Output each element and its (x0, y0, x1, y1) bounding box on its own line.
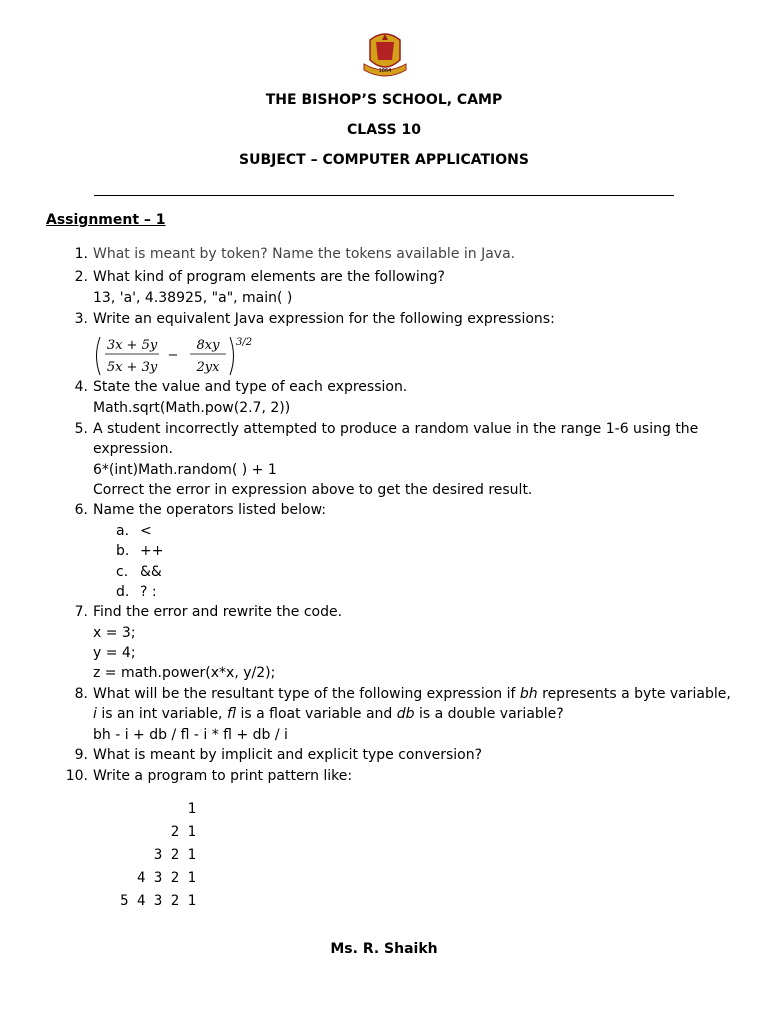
minus-sign: − (167, 348, 179, 363)
code-line: z = math.power(x*x, y/2); (93, 665, 276, 681)
divider-line (94, 195, 674, 196)
code-line: x = 3; (93, 625, 136, 641)
subject-heading: SUBJECT – COMPUTER APPLICATIONS (239, 152, 529, 168)
question-text: Name the operators listed below: (93, 502, 327, 518)
pattern-row-1: 1 (187, 801, 196, 817)
text-segment: represents a byte variable, (537, 686, 731, 702)
question-number: 4. (74, 379, 88, 395)
teacher-signature: Ms. R. Shaikh (330, 941, 438, 957)
item-letter: d. (116, 584, 130, 600)
text-segment: is an int variable, (96, 706, 227, 722)
class-heading: CLASS 10 (347, 122, 421, 138)
question-text: A student incorrectly attempted to produce a random value in the range 1-6 using the (93, 421, 699, 437)
question-detail: Correct the error in expression above to get the desired result. (93, 482, 533, 498)
assignment-title: Assignment – 1 (46, 212, 166, 228)
question-number: 3. (74, 311, 88, 327)
question-detail: Math.sqrt(Math.pow(2.7, 2)) (93, 400, 291, 416)
item-value: ++ (140, 543, 164, 559)
code-line: y = 4; (93, 645, 136, 661)
question-detail: expression. (93, 441, 173, 457)
question-text: Write a program to print pattern like: (93, 768, 353, 784)
question-number: 9. (74, 747, 88, 763)
question-text: State the value and type of each expression. (93, 379, 408, 395)
variable-name: db (396, 706, 415, 722)
item-value: < (140, 523, 152, 539)
fraction-1-numerator: 3x + 5y (106, 338, 158, 353)
operator-item-a (116, 522, 152, 540)
pattern-row-5: 5 4 3 2 1 (120, 893, 196, 909)
question-number: 2. (74, 269, 88, 285)
school-crest-logo (362, 30, 408, 80)
crest-year: 1864 (378, 68, 392, 74)
fraction-1-denominator: 5x + 3y (106, 360, 158, 375)
question-text: What kind of program elements are the following? (93, 269, 445, 285)
question-detail (93, 705, 564, 723)
text-segment: is a double variable? (414, 706, 564, 722)
math-expression (93, 333, 283, 379)
variable-name: fl (226, 706, 237, 722)
item-letter: a. (116, 523, 130, 539)
variable-name: bh (519, 686, 538, 702)
question-number: 7. (74, 604, 88, 620)
item-value: ? : (140, 584, 157, 600)
operator-item-d (116, 583, 157, 601)
exponent: 3/2 (236, 337, 253, 348)
item-letter: b. (116, 543, 130, 559)
question-number: 5. (74, 421, 88, 437)
question-text: What is meant by implicit and explicit type conversion? (93, 747, 483, 763)
school-name: THE BISHOP’S SCHOOL, CAMP (265, 92, 503, 108)
question-number: 6. (74, 502, 88, 518)
pattern-row-4: 4 3 2 1 (136, 870, 196, 886)
operator-item-b (116, 542, 163, 560)
pattern-row-2: 2 1 (170, 824, 196, 840)
text-segment: is a float variable and (236, 706, 397, 722)
question-text: What is meant by token? Name the tokens available in Java. (93, 246, 516, 262)
text-segment: What will be the resultant type of the following expression if (93, 686, 520, 702)
question-text (93, 685, 731, 703)
fraction-2-numerator: 8xy (196, 338, 220, 353)
variable-name: i (93, 706, 97, 722)
question-text: Write an equivalent Java expression for the following expressions: (93, 311, 555, 327)
item-value: && (140, 564, 162, 580)
item-letter: c. (116, 564, 129, 580)
question-number: 1. (74, 246, 88, 262)
fraction-2-denominator: 2yx (196, 360, 220, 375)
question-detail: 6*(int)Math.random( ) + 1 (93, 462, 277, 478)
question-text: Find the error and rewrite the code. (93, 604, 343, 620)
question-number: 10. (65, 768, 88, 784)
question-number: 8. (74, 686, 88, 702)
question-detail: 13, 'a', 4.38925, "a", main( ) (93, 290, 293, 306)
pattern-row-3: 3 2 1 (153, 847, 196, 863)
code-line: bh - i + db / fl - i * fl + db / i (93, 727, 288, 743)
operator-item-c (116, 563, 162, 581)
